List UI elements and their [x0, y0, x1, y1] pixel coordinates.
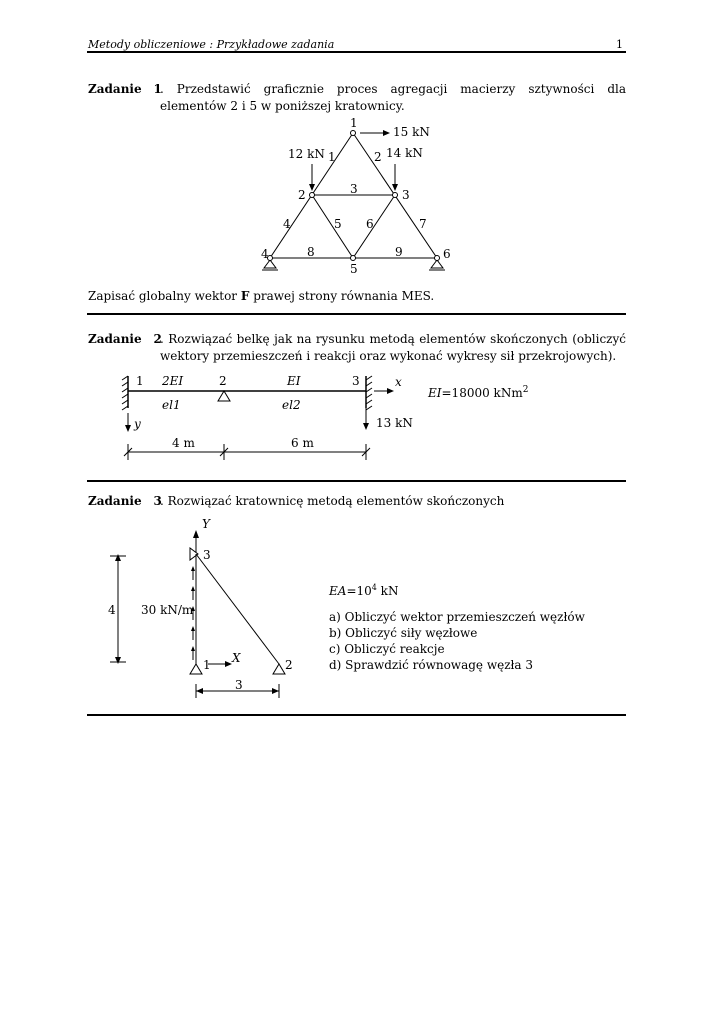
task3-item-a: a) Obliczyć wektor przemieszczeń węzłów	[329, 610, 585, 624]
truss-figure	[250, 112, 470, 282]
support-node-1	[190, 664, 202, 674]
load-label-14: 14 kN	[386, 146, 423, 160]
section-rule-3	[87, 714, 626, 716]
task1-text: . Przedstawić graficznie proces agregacji macierzy sztywności dla elementów 2 i 5 w poniższej kratownicy.	[160, 82, 626, 113]
axis-y-label: y	[134, 417, 141, 431]
dimension-right: 6 m	[291, 436, 314, 450]
beam-node-label-2: 2	[219, 374, 227, 388]
truss-node-label-3: 3	[402, 188, 410, 202]
task1-followup-vector: F	[240, 289, 250, 303]
header-title: Metody obliczeniowe	[88, 38, 206, 51]
pin-support-left	[264, 260, 276, 268]
task2-title: Zadanie	[88, 332, 142, 346]
task1-followup	[88, 288, 434, 305]
truss-element-label-9: 9	[395, 245, 403, 259]
frame-figure	[100, 512, 310, 702]
task3-item-c: c) Obliczyć reakcje	[329, 642, 445, 656]
distributed-load-label: 30 kN/m	[141, 603, 194, 617]
dimension-left: 4 m	[172, 436, 195, 450]
bar-3-2	[196, 554, 279, 664]
truss-member-5	[312, 195, 353, 258]
header-rule	[87, 51, 626, 53]
task1-number: 1	[153, 82, 162, 96]
truss-node-6	[435, 256, 440, 261]
width-label: 3	[235, 678, 243, 692]
truss-node-label-1: 1	[350, 116, 358, 130]
truss-node-label-6: 6	[443, 247, 451, 261]
ea-value: $EA=10^4$ kN	[329, 583, 399, 598]
truss-element-label-1: 1	[328, 150, 336, 164]
truss-node-label-2: 2	[298, 188, 306, 202]
task3-item-d: d) Sprawdzić równowagę węzła 3	[329, 658, 534, 672]
truss-node-label-4: 4	[261, 247, 269, 261]
task3-title: Zadanie	[88, 494, 142, 508]
support-node-3	[190, 548, 198, 560]
beam-node-label-1: 1	[136, 374, 144, 388]
beam-stiffness-right: EI	[287, 374, 301, 388]
axis-y-label-3: Y	[202, 517, 210, 531]
truss-element-label-2: 2	[374, 150, 382, 164]
beam-node-label-3: 3	[352, 374, 360, 388]
pin-support-middle	[218, 391, 230, 401]
section-rule-1	[87, 313, 626, 315]
task1-followup-prefix: Zapisać globalny wektor	[88, 289, 241, 303]
truss-element-label-3: 3	[350, 182, 358, 196]
ei-value: EI=18000 kNm$^2$	[428, 385, 529, 400]
beam-element-right: el2	[282, 398, 301, 412]
task3-number: 3	[153, 494, 162, 508]
truss-element-label-8: 8	[307, 245, 315, 259]
beam-element-left: el1	[162, 398, 181, 412]
task1-title: Zadanie	[88, 82, 142, 96]
header-subtitle: : Przykładowe zadania	[209, 38, 335, 51]
load-label-12: 12 kN	[288, 147, 325, 161]
height-label: 4	[108, 603, 116, 617]
task3-heading	[88, 493, 162, 510]
truss-element-label-6: 6	[366, 217, 374, 231]
axis-x-label-3: X	[232, 651, 241, 665]
truss-element-label-4: 4	[283, 217, 291, 231]
running-header	[88, 38, 334, 51]
task3-item-b: b) Obliczyć siły węzłowe	[329, 626, 478, 640]
truss-node-2	[310, 193, 315, 198]
load-label-15: 15 kN	[393, 125, 430, 139]
load-label-13: 13 kN	[376, 416, 413, 430]
axis-x-label: x	[395, 375, 402, 389]
frame-node-label-3: 3	[203, 548, 211, 562]
page-number: 1	[616, 38, 623, 51]
truss-member-6	[353, 195, 395, 258]
support-node-2	[273, 664, 285, 674]
task3-items	[329, 609, 585, 673]
task1-followup-suffix: prawej strony równania MES.	[249, 289, 435, 303]
truss-node-label-5: 5	[350, 262, 358, 276]
truss-element-label-7: 7	[419, 217, 427, 231]
truss-element-label-5: 5	[334, 217, 342, 231]
task2-heading	[88, 331, 162, 348]
beam-stiffness-left: 2EI	[162, 374, 184, 388]
ea-label: EA	[329, 584, 347, 598]
task1-heading	[88, 81, 162, 98]
task3-text: . Rozwiązać kratownicę metodą elementów skończonych	[160, 494, 505, 508]
task2-number: 2	[153, 332, 162, 346]
beam-figure	[115, 370, 535, 470]
task2-text: . Rozwiązać belkę jak na rysunku metodą elementów skończonych (obliczyć wektory przemieszczeń i reakcji oraz wykonać wykresy sił przekrojowych).	[160, 332, 626, 363]
pin-support-right	[431, 260, 443, 268]
truss-node-3	[393, 193, 398, 198]
truss-node-1	[351, 131, 356, 136]
truss-node-5	[351, 256, 356, 261]
section-rule-2	[87, 480, 626, 482]
frame-node-label-1: 1	[203, 658, 211, 672]
frame-node-label-2: 2	[285, 658, 293, 672]
